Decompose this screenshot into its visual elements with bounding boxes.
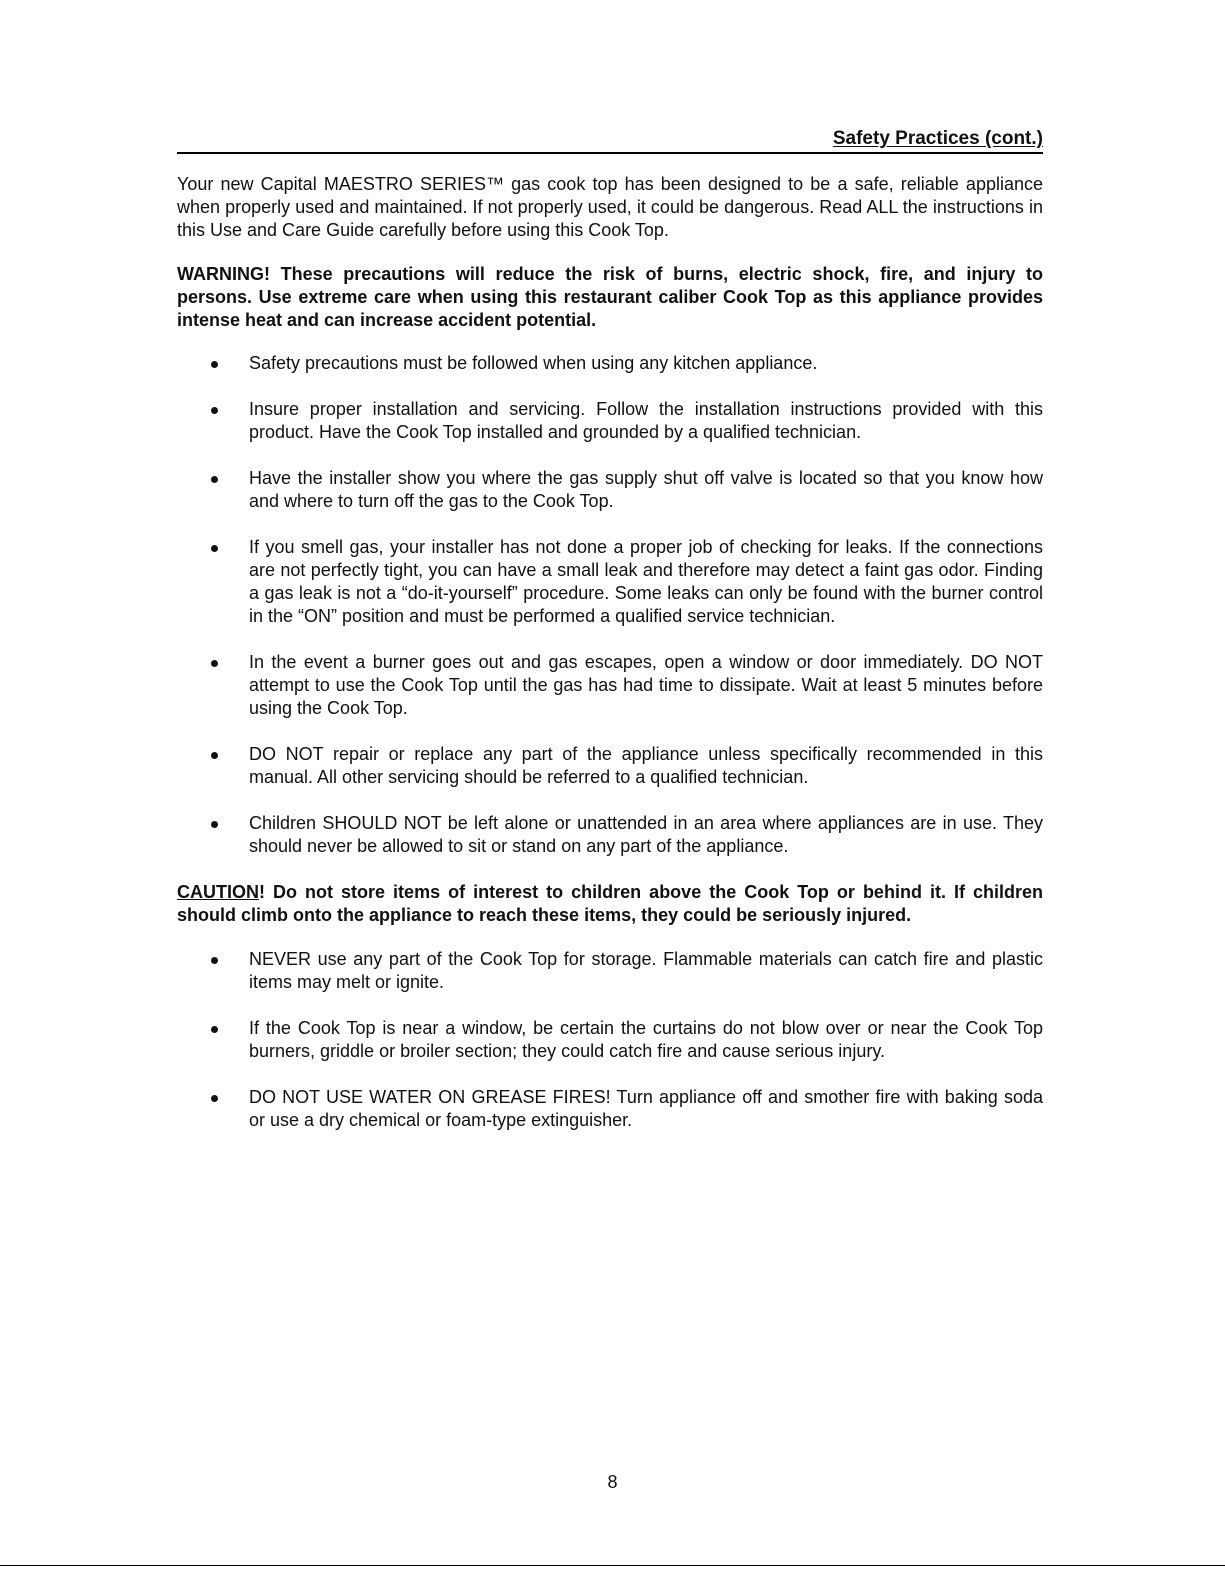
precautions-list	[177, 352, 1043, 858]
bottom-divider	[0, 1565, 1225, 1566]
list-item: DO NOT USE WATER ON GREASE FIRES! Turn appliance off and smother fire with baking soda or use a dry chemical or foam-type extinguisher.	[177, 1086, 1043, 1132]
bullet-icon	[211, 476, 218, 483]
list-item: Safety precautions must be followed when using any kitchen appliance.	[177, 352, 1043, 375]
warning-paragraph: WARNING! These precautions will reduce the risk of burns, electric shock, fire, and injury to persons. Use extreme care when using this restaurant caliber Cook Top as this appliance provides intense heat and can increase accident potential.	[177, 264, 1043, 330]
document-page	[177, 0, 1043, 1585]
list-item: If you smell gas, your installer has not done a proper job of checking for leaks. If the connections are not perfectly tight, you can have a small leak and therefore may detect a faint gas odor. Finding a gas leak is not a “do-it-yourself” procedure. Some leaks can only be found with the burner control in the “ON” position and must be performed a qualified service technician.	[177, 536, 1043, 628]
list-item: NEVER use any part of the Cook Top for storage. Flammable materials can catch fire and plastic items may melt or ignite.	[177, 948, 1043, 994]
bullet-icon	[211, 407, 218, 414]
bullet-icon	[211, 361, 218, 368]
page-content	[177, 173, 1043, 1155]
bullet-icon	[211, 660, 218, 667]
intro-paragraph: Your new Capital MAESTRO SERIES™ gas cook top has been designed to be a safe, reliable appliance when properly used and maintained. If not properly used, it could be dangerous. Read ALL the instructions in this Use and Care Guide carefully before using this Cook Top.	[177, 174, 1043, 240]
bullet-icon	[211, 1095, 218, 1102]
bullet-icon	[211, 752, 218, 759]
list-item: Children SHOULD NOT be left alone or unattended in an area where appliances are in use. They should never be allowed to sit or stand on any part of the appliance.	[177, 812, 1043, 858]
bullet-icon	[211, 821, 218, 828]
list-item: If the Cook Top is near a window, be certain the curtains do not blow over or near the Cook Top burners, griddle or broiler section; they could catch fire and cause serious injury.	[177, 1017, 1043, 1063]
list-item: Insure proper installation and servicing. Follow the installation instructions provided with this product. Have the Cook Top installed and grounded by a qualified technician.	[177, 398, 1043, 444]
bullet-icon	[211, 1026, 218, 1033]
caution-text: ! Do not store items of interest to children above the Cook Top or behind it. If children should climb onto the appliance to reach these items, they could be seriously injured.	[177, 882, 1043, 925]
list-item: DO NOT repair or replace any part of the appliance unless specifically recommended in this manual. All other servicing should be referred to a qualified technician.	[177, 743, 1043, 789]
caution-list	[177, 948, 1043, 1132]
page-number: 8	[607, 1472, 618, 1492]
caution-label: CAUTION	[177, 882, 259, 902]
caution-paragraph	[177, 881, 1043, 927]
list-item: Have the installer show you where the gas supply shut off valve is located so that you know how and where to turn off the gas to the Cook Top.	[177, 467, 1043, 513]
section-header	[177, 126, 1043, 154]
list-item: In the event a burner goes out and gas escapes, open a window or door immediately. DO NOT attempt to use the Cook Top until the gas has had time to dissipate. Wait at least 5 minutes before using the Cook Top.	[177, 651, 1043, 720]
bullet-icon	[211, 957, 218, 964]
bullet-icon	[211, 545, 218, 552]
section-title: Safety Practices (cont.)	[832, 128, 1043, 149]
